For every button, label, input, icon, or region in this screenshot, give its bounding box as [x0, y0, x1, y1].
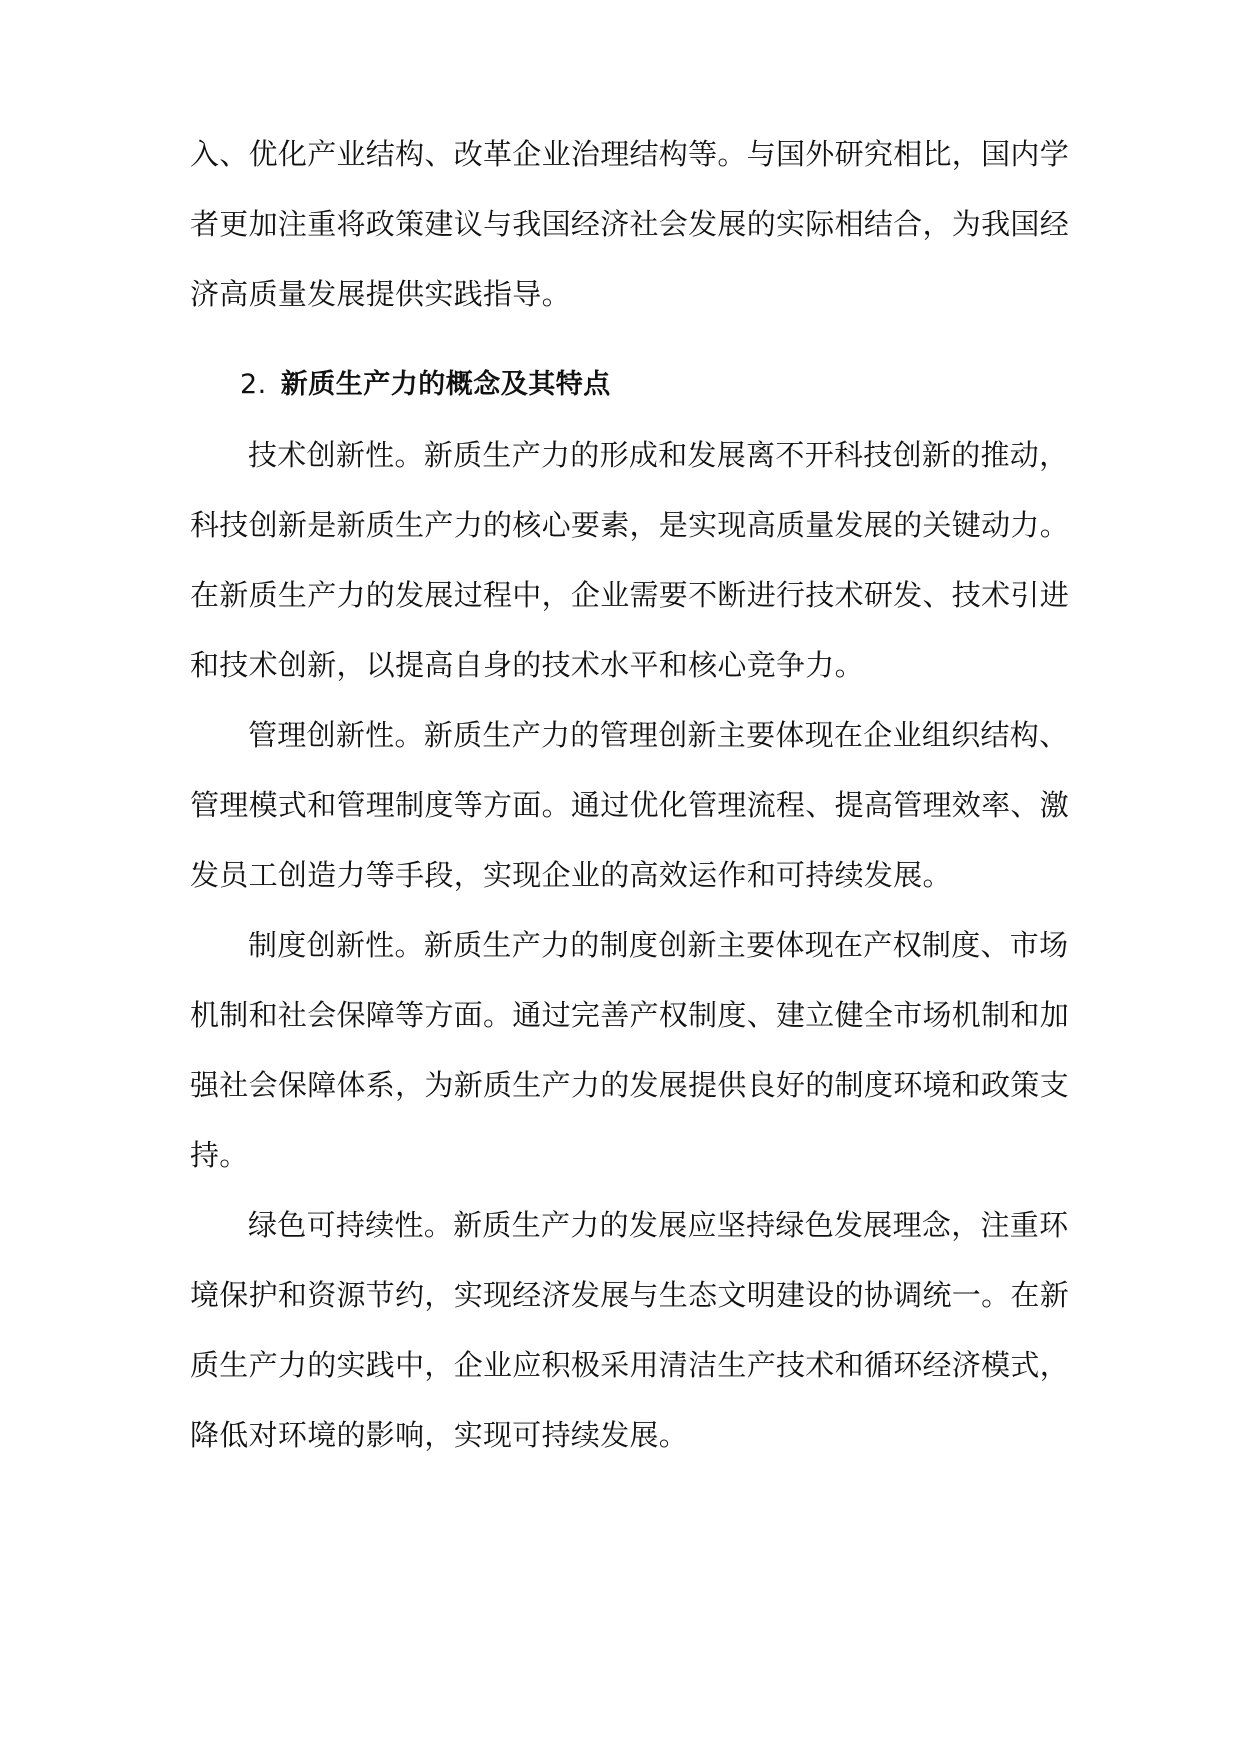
paragraph-2-line-3: 发员工创造力等手段，实现企业的高效运作和可持续发展。 [190, 858, 952, 892]
section-title: 新质生产力的概念及其特点 [280, 369, 611, 400]
paragraph-4-line-4: 降低对环境的影响，实现可持续发展。 [190, 1418, 689, 1452]
intro-line-2: 者更加注重将政策建议与我国经济社会发展的实际相结合，为我国经 [190, 207, 1070, 241]
paragraph-3-line-1: 制度创新性。新质生产力的制度创新主要体现在产权制度、市场 [248, 928, 1069, 962]
paragraph-4-line-1: 绿色可持续性。新质生产力的发展应坚持绿色发展理念，注重环 [248, 1208, 1069, 1242]
paragraph-4-line-2: 境保护和资源节约，实现经济发展与生态文明建设的协调统一。在新 [190, 1278, 1070, 1312]
paragraph-3-line-3: 强社会保障体系，为新质生产力的发展提供良好的制度环境和政策支 [190, 1068, 1070, 1102]
paragraph-3-line-2: 机制和社会保障等方面。通过完善产权制度、建立健全市场机制和加 [190, 998, 1070, 1032]
paragraph-1-line-3: 在新质生产力的发展过程中，企业需要不断进行技术研发、技术引进 [190, 578, 1070, 612]
paragraph-3-line-4: 持。 [190, 1138, 249, 1172]
section-heading [240, 365, 940, 405]
paragraph-1-line-4: 和技术创新，以提高自身的技术水平和核心竞争力。 [190, 648, 864, 682]
intro-line-3: 济高质量发展提供实践指导。 [190, 277, 571, 311]
paragraph-4-line-3: 质生产力的实践中，企业应积极采用清洁生产技术和循环经济模式， [190, 1348, 1070, 1382]
paragraph-2-line-2: 管理模式和管理制度等方面。通过优化管理流程、提高管理效率、激 [190, 788, 1070, 822]
paragraph-2-line-1: 管理创新性。新质生产力的管理创新主要体现在企业组织结构、 [248, 718, 1069, 752]
paragraph-1-line-1: 技术创新性。新质生产力的形成和发展离不开科技创新的推动， [248, 438, 1069, 472]
paragraph-1-line-2: 科技创新是新质生产力的核心要素，是实现高质量发展的关键动力。 [190, 508, 1070, 542]
section-number: 2. [240, 369, 267, 400]
intro-line-1: 入、优化产业结构、改革企业治理结构等。与国外研究相比，国内学 [190, 137, 1070, 171]
